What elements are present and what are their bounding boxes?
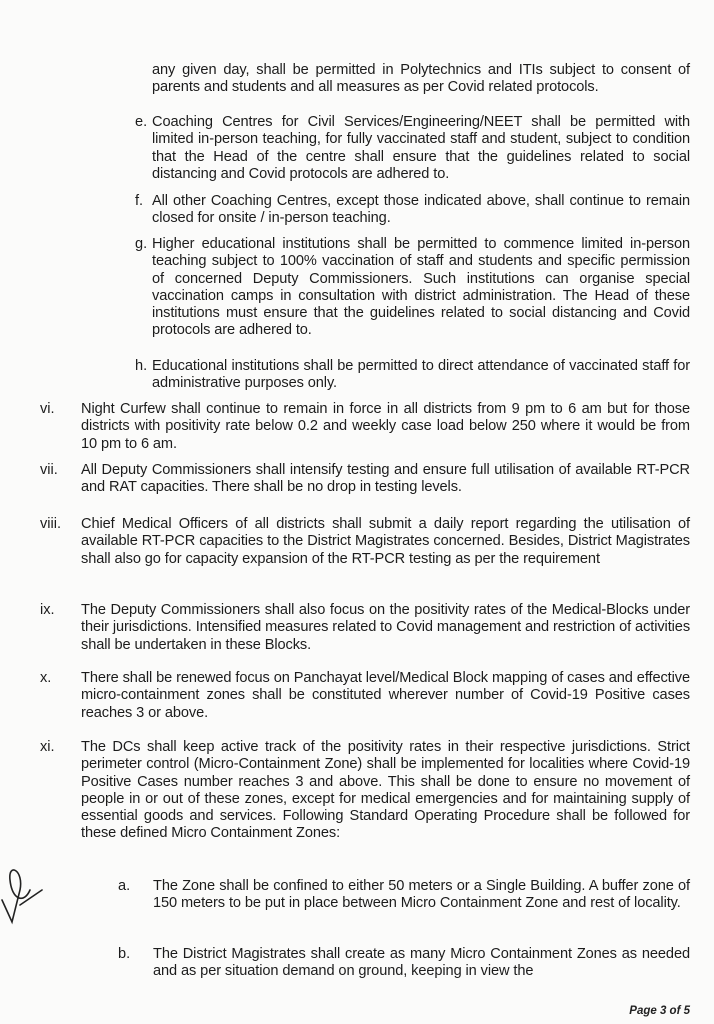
item-text-xi: The DCs shall keep active track of the positivity rates in their respective jurisdictions. Strict perimeter control (Micro-Containment Zone) shall be implemented for localities where Covid-19 Positive Cases number reaches 3 and above. This shall be done to ensure no movement of people in or out of these zones, except for medical emergencies and for maintaining supply of essential goods and services. Following Standard Operating Procedure shall be followed for these defined Micro Containment Zones: <box>81 739 690 842</box>
item-text-h: Educational institutions shall be permitted to direct attendance of vaccinated staff for administrative purposes only. <box>152 358 690 392</box>
handwritten-signature-mark <box>0 860 60 930</box>
item-text-e: Coaching Centres for Civil Services/Engineering/NEET shall be permitted with limited in-person teaching, for fully vaccinated staff and student, subject to condition that the Head of the centre shall ensure that the guidelines related to social distancing and Covid protocols are adhered to. <box>152 114 690 182</box>
item-label-h: h. <box>135 358 148 374</box>
item-text-f: All other Coaching Centres, except those indicated above, shall continue to remain closed for onsite / in-person teaching. <box>152 193 690 227</box>
item-label-x: x. <box>40 670 52 686</box>
page-number: Page 3 of 5 <box>629 1005 690 1017</box>
item-label-viii: viii. <box>40 516 62 532</box>
item-label-zone-a: a. <box>118 878 131 894</box>
item-label-g: g. <box>135 236 148 252</box>
continued-paragraph: any given day, shall be permitted in Polytechnics and ITIs subject to consent of parents and students and all measures as per Covid related protocols. <box>152 62 690 96</box>
item-label-f: f. <box>135 193 144 209</box>
item-text-vi: Night Curfew shall continue to remain in force in all districts from 9 pm to 6 am but for those districts with positivity rate below 0.2 and weekly case load below 250 where it would be from 10 pm to 6 am. <box>81 401 690 452</box>
item-text-vii: All Deputy Commissioners shall intensify testing and ensure full utilisation of available RT-PCR and RAT capacities. There shall be no drop in testing levels. <box>81 462 690 496</box>
item-text-ix: The Deputy Commissioners shall also focus on the positivity rates of the Medical-Blocks under their jurisdictions. Intensified measures related to Covid management and restriction of activities shall be undertaken in these Blocks. <box>81 602 691 653</box>
item-label-zone-b: b. <box>118 946 131 962</box>
item-text-g: Higher educational institutions shall be permitted to commence limited in-person teaching subject to 100% vaccination of staff and students and specific permission of concerned Deputy Commissioners. Such institutions can organise special vaccination camps in consultation with district administration. The Head of these institutions must ensure that the guidelines related to social distancing and Covid protocols are adhered to. <box>152 236 690 339</box>
item-label-vii: vii. <box>40 462 58 478</box>
item-label-ix: ix. <box>40 602 55 618</box>
item-label-e: e. <box>135 114 148 130</box>
item-text-zone-b: The District Magistrates shall create as many Micro Containment Zones as needed and as per situation demand on ground, keeping in view the <box>153 946 690 980</box>
item-text-viii: Chief Medical Officers of all districts shall submit a daily report regarding the utilisation of available RT-PCR capacities to the District Magistrates concerned. Besides, District Magistrates shall also go for capacity expansion of the RT-PCR testing as per the requirement <box>81 516 690 567</box>
item-label-vi: vi. <box>40 401 55 417</box>
item-text-x: There shall be renewed focus on Panchayat level/Medical Block mapping of cases and effective micro-containment zones shall be constituted wherever number of Covid-19 Positive cases reaches 3 or above. <box>81 670 690 721</box>
item-label-xi: xi. <box>40 739 55 755</box>
item-text-zone-a: The Zone shall be confined to either 50 meters or a Single Building. A buffer zone of 150 meters to be put in place between Micro Containment Zone and rest of locality. <box>153 878 690 912</box>
